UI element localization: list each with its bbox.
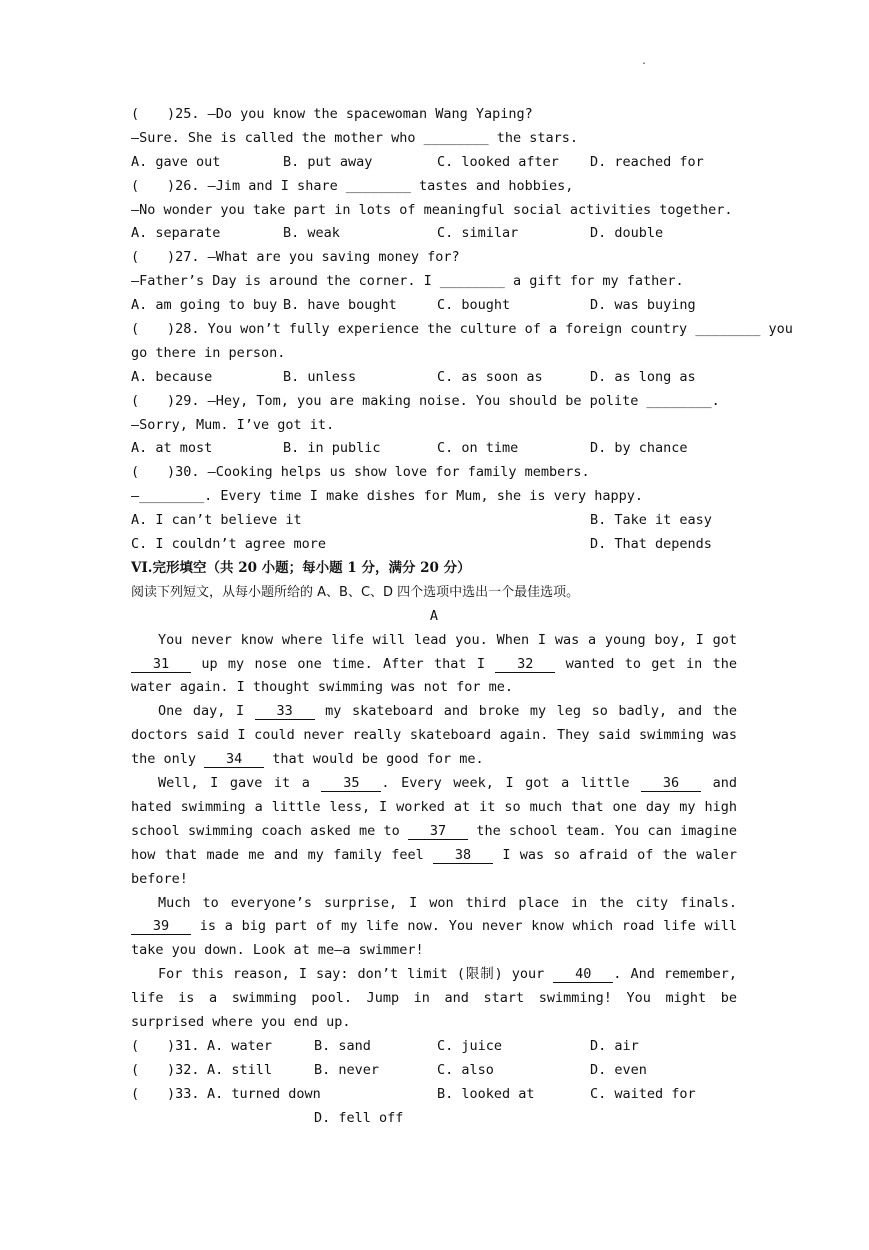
cloze-question-32 [131,1059,737,1083]
passage-text: . And remember, life is a swimming pool. Jump in and start swimming! You might be surprised where you end up. [131,966,737,1031]
question-text: —Sorry, Mum. I’ve got it. [131,416,335,433]
question-number: )25. [167,106,200,122]
passage-paragraph-1 [131,629,737,701]
content-area [131,103,793,1131]
option-b: B. weak [283,225,340,242]
option-a: A. still [207,1061,273,1078]
option-d: D. That depends [590,536,712,553]
question-29 [131,390,737,462]
answer-paren: ( [131,1085,140,1102]
question-stem [131,103,737,127]
blank-37: 37 [408,823,468,840]
blank-36: 36 [641,775,701,792]
option-b: B. never [314,1061,380,1078]
passage-text: is a big part of my life now. You never know which road life will take you down. Look at me—a swimmer! [131,918,737,959]
option-d: D. reached for [590,153,704,170]
passage-text: Much to everyone’s surprise, I won third place in the city finals. [158,894,737,911]
blank-39: 39 [131,918,191,935]
question-text: —No wonder you take part in lots of meaningful social activities together. [131,201,733,218]
answer-paren: ( [131,1061,140,1078]
question-text: —What are you saving money for? [207,249,460,266]
options-row [131,222,737,246]
blank-32: 32 [495,656,555,673]
question-stem [131,390,737,414]
option-a: A. separate [131,225,221,242]
options-row [131,533,737,557]
answer-paren: ( [131,321,140,338]
option-a: A. am going to buy [131,297,278,314]
passage-text: the school team. You can imagine how that made me and my family feel [131,822,737,863]
option-b: B. unless [283,368,357,385]
answer-paren: ( [131,177,140,194]
passage-text: Well, I gave it a [158,775,322,792]
option-c: C. I couldn’t agree more [131,536,327,553]
option-d: D. even [590,1061,647,1078]
option-d: D. air [590,1038,639,1054]
cloze-question-33-cont [131,1107,737,1131]
section-title: VI.完形填空（共 20 小题；每小题 1 分，满分 20 分） [131,559,471,576]
passage-text: . Every week, I got a little [381,775,642,792]
options-row [131,151,737,175]
option-d: D. double [590,225,664,242]
blank-40: 40 [553,966,613,983]
blank-35: 35 [321,775,381,792]
question-27 [131,246,737,318]
blank-31: 31 [131,656,191,673]
answer-paren: ( [131,249,140,266]
question-text: You won’t fully experience the culture of a foreign country ________ you [207,321,793,338]
passage-text: and hated swimming a little less, I worked at it so much that one day my high school swimming coach asked me to [131,775,737,839]
question-number: )33. [167,1085,200,1102]
answer-paren: ( [131,1038,140,1054]
blank-38: 38 [433,847,493,864]
question-number: )29. [167,392,200,409]
option-c: C. looked after [437,153,559,170]
question-25 [131,103,737,175]
option-a: A. water [207,1038,273,1054]
option-b: B. have bought [283,297,397,314]
question-number: )32. [167,1061,200,1078]
option-a: A. because [131,368,213,385]
options-row [131,509,737,533]
passage-text: For this reason, I say: don’t limit (限制) your [158,966,554,983]
blank-33: 33 [255,703,315,720]
options-row [131,437,737,461]
question-stem [131,461,737,485]
page-mark: . [641,56,648,67]
question-number: )31. [167,1038,200,1054]
cloze-question-31 [131,1035,737,1059]
option-c: C. similar [437,225,519,242]
passage-text: my skateboard and broke my leg so badly, and the doctors said I could never really skateboard again. They said swimming was the only [131,703,737,768]
question-text: —Jim and I share ________ tastes and hobbies, [207,177,574,194]
passage-paragraph-5 [131,963,737,1035]
question-30 [131,461,737,557]
question-text: —________. Every time I make dishes for Mum, she is very happy. [131,488,644,505]
passage-text: I was so afraid of the waler before! [131,846,737,887]
passage-paragraph-4 [131,892,737,964]
passage-text: You never know where life will lead you. When I was a young boy, I got [158,631,737,648]
passage-label: A [429,607,439,624]
answer-paren: ( [131,392,140,409]
option-b: B. put away [283,153,373,170]
option-d: D. by chance [590,440,688,457]
option-c: C. on time [437,440,519,457]
passage-text: up my nose one time. After that I [191,655,496,672]
option-c: C. juice [437,1038,503,1054]
passage-text: wanted to get in the water again. I thought swimming was not for me. [131,655,737,696]
question-number: )26. [167,177,200,194]
question-text: —Hey, Tom, you are making noise. You should be polite ________. [207,392,720,409]
question-number: )30. [167,464,200,481]
option-b: B. Take it easy [590,512,712,529]
question-number: )28. [167,321,200,338]
section-instruction: 阅读下列短文，从每小题所给的 A、B、C、D 四个选项中选出一个最佳选项。 [131,584,580,600]
question-stem [131,246,737,270]
answer-paren: ( [131,106,140,122]
passage-paragraph-3 [131,772,737,892]
question-text: —Father’s Day is around the corner. I ________ a gift for my father. [131,273,684,290]
passage-text: One day, I [158,703,255,720]
blank-34: 34 [204,751,264,768]
option-c: C. also [437,1061,494,1078]
option-d: D. as long as [590,368,696,385]
question-number: )27. [167,249,200,266]
options-row [131,294,737,318]
question-text: —Sure. She is called the mother who ________ the stars. [131,129,579,146]
option-c: C. bought [437,297,511,314]
option-d: D. was buying [590,297,696,314]
option-b: B. in public [283,440,381,457]
question-stem [131,175,737,199]
question-26 [131,175,737,247]
passage-text: that would be good for me. [264,751,484,768]
option-c: C. as soon as [437,368,543,385]
option-a: A. gave out [131,153,221,170]
question-28 [131,318,793,390]
question-text: —Cooking helps us show love for family members. [207,464,590,481]
question-text: go there in person. [131,344,286,361]
option-b: B. sand [314,1038,371,1054]
option-a: A. I can’t believe it [131,512,302,529]
option-b: B. looked at [437,1085,535,1102]
option-c: C. waited for [590,1085,696,1102]
option-a: A. turned down [207,1085,321,1102]
question-stem [131,318,793,342]
options-row [131,366,737,390]
question-text: —Do you know the spacewoman Wang Yaping? [207,106,533,122]
passage-paragraph-2 [131,700,737,772]
cloze-question-33 [131,1083,737,1107]
option-a: A. at most [131,440,213,457]
option-d: D. fell off [314,1109,404,1126]
answer-paren: ( [131,464,140,481]
